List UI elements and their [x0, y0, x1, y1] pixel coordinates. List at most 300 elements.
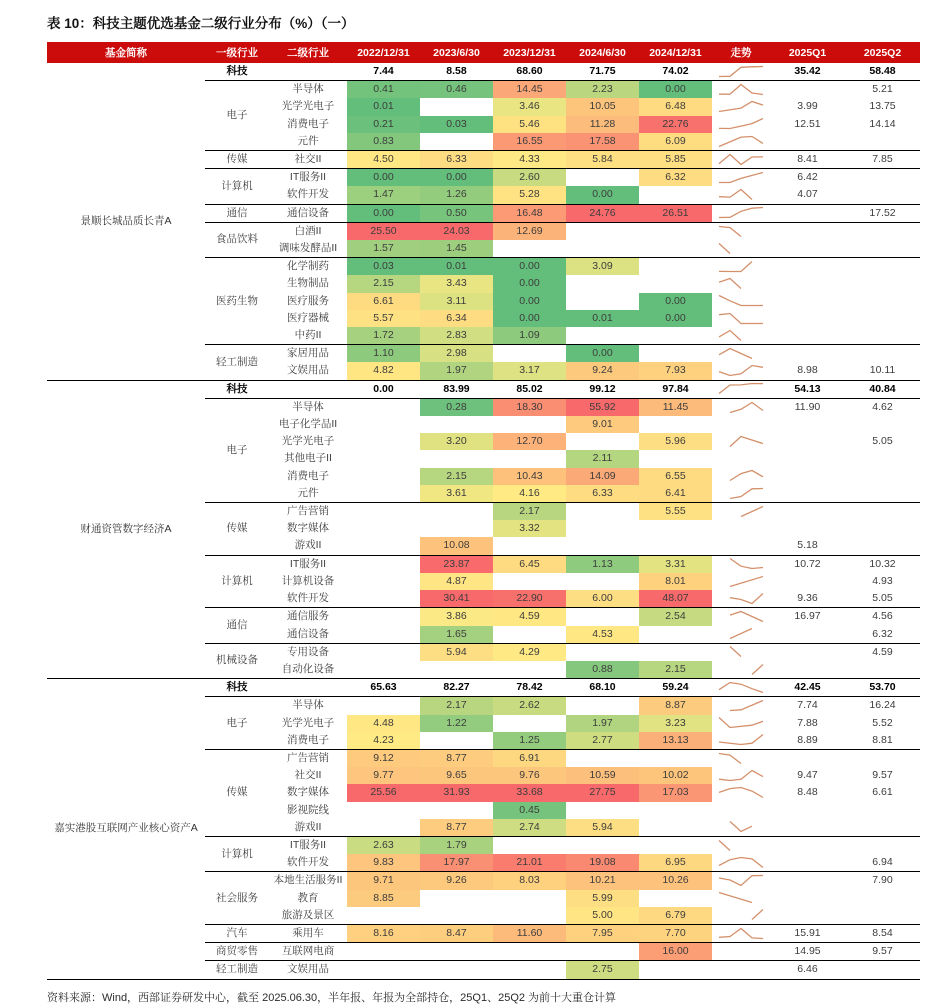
- allocation-value-cell: [420, 961, 493, 979]
- allocation-value-cell: 2.15: [420, 468, 493, 485]
- quarter-value-cell: 16.97: [770, 608, 845, 626]
- sparkline-icon: [716, 662, 766, 677]
- allocation-value-cell: 10.05: [566, 98, 639, 115]
- quarter-value-cell: [845, 327, 920, 345]
- column-header: 2025Q2: [845, 42, 920, 63]
- industry-level2: 软件开发: [287, 592, 329, 605]
- trend-sparkline: [712, 749, 770, 767]
- allocation-value-cell: 12.70: [493, 433, 566, 450]
- quarter-value-cell: 8.54: [845, 924, 920, 942]
- allocation-value-cell: [566, 802, 639, 819]
- allocation-value-cell: 9.71: [347, 872, 420, 890]
- sparkline-icon: [716, 556, 766, 571]
- sparkline-icon: [716, 785, 766, 800]
- quarter-value-cell: [845, 890, 920, 907]
- industry-level2: 影视院线: [287, 803, 329, 816]
- allocation-value-cell: 5.84: [566, 151, 639, 169]
- allocation-value-cell: [347, 555, 420, 573]
- allocation-value-cell: 99.12: [566, 380, 639, 398]
- quarter-value-cell: [770, 258, 845, 276]
- sparkline-icon: [716, 890, 766, 905]
- sparkline-icon: [716, 838, 766, 853]
- trend-sparkline: [712, 327, 770, 345]
- sparkline-icon: [716, 116, 766, 131]
- quarter-value-cell: 42.45: [770, 679, 845, 697]
- industry-level2: 互联网电商: [269, 943, 347, 961]
- allocation-value-cell: 0.01: [420, 258, 493, 276]
- sparkline-icon: [716, 855, 766, 870]
- trend-sparkline: [712, 240, 770, 258]
- allocation-value-cell: [347, 802, 420, 819]
- quarter-value-cell: [845, 240, 920, 258]
- sparkline-icon: [716, 152, 766, 167]
- industry-level2: 光学光电子: [281, 100, 335, 113]
- allocation-value-cell: [639, 520, 712, 537]
- industry-level2: 电子化学品II: [278, 418, 338, 431]
- quarter-value-cell: [845, 275, 920, 292]
- sparkline-icon: [716, 311, 766, 326]
- allocation-value-cell: 4.16: [493, 485, 566, 503]
- industry-level2: 社交II: [294, 769, 322, 782]
- allocation-value-cell: [639, 416, 712, 433]
- industry-level2: 社交II: [269, 151, 347, 169]
- quarter-value-cell: [845, 537, 920, 555]
- allocation-value-cell: [347, 537, 420, 555]
- quarter-value-cell: 4.56: [845, 608, 920, 626]
- sparkline-icon: [716, 293, 766, 308]
- industry-level2: 半导体: [269, 398, 347, 416]
- industry-level2: 乘用车: [269, 924, 347, 942]
- allocation-value-cell: 27.75: [566, 784, 639, 801]
- allocation-value-cell: 0.21: [347, 116, 420, 133]
- allocation-value-cell: [566, 433, 639, 450]
- allocation-value-cell: 1.45: [420, 240, 493, 258]
- industry-level1: 科技: [205, 679, 269, 697]
- quarter-value-cell: 8.41: [770, 151, 845, 169]
- allocation-value-cell: 6.45: [493, 555, 566, 573]
- allocation-value-cell: 3.31: [639, 555, 712, 573]
- allocation-value-cell: [566, 275, 639, 292]
- industry-distribution-table: [47, 42, 920, 980]
- allocation-value-cell: [566, 240, 639, 258]
- allocation-value-cell: 0.45: [493, 802, 566, 819]
- allocation-value-cell: [566, 573, 639, 590]
- allocation-value-cell: 0.00: [639, 81, 712, 99]
- allocation-value-cell: 2.75: [566, 961, 639, 979]
- quarter-value-cell: [770, 872, 845, 890]
- allocation-value-cell: 11.45: [639, 398, 712, 416]
- allocation-value-cell: [639, 258, 712, 276]
- quarter-value-cell: 10.11: [869, 364, 896, 377]
- quarter-value-cell: [845, 520, 920, 537]
- allocation-value-cell: [493, 890, 566, 907]
- allocation-value-cell: 68.10: [566, 679, 639, 697]
- trend-sparkline: [712, 767, 770, 784]
- allocation-value-cell: [420, 503, 493, 521]
- allocation-value-cell: [420, 890, 493, 907]
- allocation-value-cell: 13.13: [639, 732, 712, 750]
- summary-row: [47, 679, 920, 697]
- industry-level2: 文娱用品: [269, 961, 347, 979]
- allocation-value-cell: [566, 697, 639, 715]
- industry-level1: 计算机: [205, 555, 269, 608]
- trend-sparkline: [712, 81, 770, 99]
- trend-sparkline: [712, 450, 770, 467]
- allocation-value-cell: 10.02: [639, 767, 712, 784]
- allocation-value-cell: 0.00: [420, 169, 493, 187]
- industry-level2: 光学光电子: [281, 435, 335, 448]
- quarter-value-cell: [770, 819, 845, 837]
- industry-level2: 消费电子: [287, 733, 329, 746]
- allocation-value-cell: [347, 590, 420, 608]
- industry-level2: 元件: [297, 134, 319, 147]
- allocation-value-cell: 6.95: [639, 854, 712, 872]
- industry-level2: IT服务II: [269, 836, 347, 854]
- sparkline-icon: [716, 170, 766, 185]
- allocation-value-cell: 0.00: [639, 310, 712, 327]
- allocation-value-cell: 0.00: [347, 380, 420, 398]
- column-header: 一级行业: [205, 42, 269, 63]
- quarter-value-cell: [770, 204, 845, 222]
- allocation-value-cell: 1.72: [347, 327, 420, 345]
- quarter-value-cell: 8.48: [797, 786, 818, 799]
- industry-level1: 机械设备: [205, 643, 269, 678]
- industry-level2: 半导体: [269, 697, 347, 715]
- quarter-value-cell: 4.07: [797, 188, 818, 201]
- industry-level2: 数字媒体: [287, 786, 329, 799]
- quarter-value-cell: [770, 503, 845, 521]
- trend-sparkline: [712, 204, 770, 222]
- sparkline-icon: [716, 819, 766, 834]
- sparkline-icon: [716, 400, 766, 415]
- industry-level2: 游戏II: [294, 539, 322, 552]
- allocation-value-cell: [347, 573, 420, 590]
- allocation-value-cell: 3.09: [566, 258, 639, 276]
- allocation-value-cell: [347, 697, 420, 715]
- quarter-value-cell: 14.14: [869, 117, 896, 130]
- allocation-value-cell: 17.03: [639, 784, 712, 801]
- sparkline-icon: [716, 64, 766, 79]
- allocation-value-cell: [639, 345, 712, 363]
- sparkline-icon: [716, 591, 766, 606]
- allocation-value-cell: [639, 802, 712, 819]
- allocation-value-cell: [493, 450, 566, 467]
- quarter-value-cell: [845, 416, 920, 433]
- allocation-value-cell: [347, 819, 420, 837]
- trend-sparkline: [712, 362, 770, 380]
- allocation-value-cell: 1.13: [566, 555, 639, 573]
- trend-sparkline: [712, 433, 770, 450]
- industry-level1: 医药生物: [205, 258, 269, 345]
- allocation-value-cell: 5.55: [639, 503, 712, 521]
- allocation-value-cell: 17.97: [420, 854, 493, 872]
- industry-level1: 传媒: [205, 503, 269, 556]
- allocation-value-cell: [347, 643, 420, 661]
- allocation-value-cell: 25.56: [347, 784, 420, 801]
- sparkline-icon: [716, 205, 766, 220]
- trend-sparkline: [712, 715, 770, 732]
- trend-sparkline: [712, 961, 770, 979]
- industry-level2: 软件开发: [287, 856, 329, 869]
- allocation-value-cell: 25.50: [347, 222, 420, 240]
- industry-level1: 轻工制造: [205, 961, 269, 979]
- quarter-value-cell: [770, 327, 845, 345]
- trend-sparkline: [712, 590, 770, 608]
- sparkline-icon: [716, 328, 766, 343]
- allocation-value-cell: 7.93: [639, 362, 712, 380]
- allocation-value-cell: 6.34: [420, 310, 493, 327]
- quarter-value-cell: [770, 310, 845, 327]
- allocation-value-cell: [639, 643, 712, 661]
- trend-sparkline: [712, 380, 770, 398]
- quarter-value-cell: 10.72: [770, 555, 845, 573]
- allocation-value-cell: 0.01: [566, 310, 639, 327]
- allocation-value-cell: [347, 485, 420, 503]
- allocation-value-cell: 59.24: [639, 679, 712, 697]
- industry-level2: 白酒II: [269, 222, 347, 240]
- allocation-value-cell: 5.94: [566, 819, 639, 837]
- allocation-value-cell: 3.61: [420, 485, 493, 503]
- industry-level2: 游戏II: [294, 820, 322, 833]
- allocation-value-cell: [639, 186, 712, 204]
- allocation-value-cell: 9.83: [347, 854, 420, 872]
- quarter-value-cell: [770, 643, 845, 661]
- allocation-value-cell: 9.26: [420, 872, 493, 890]
- allocation-value-cell: [420, 98, 493, 115]
- allocation-value-cell: 65.63: [347, 679, 420, 697]
- quarter-value-cell: [770, 468, 845, 485]
- allocation-value-cell: [639, 626, 712, 644]
- allocation-value-cell: 7.95: [566, 924, 639, 942]
- sparkline-icon: [716, 680, 766, 695]
- allocation-value-cell: 0.03: [420, 116, 493, 133]
- industry-level2: 教育: [297, 891, 319, 904]
- allocation-value-cell: 5.99: [566, 890, 639, 907]
- allocation-value-cell: 1.79: [420, 836, 493, 854]
- quarter-value-cell: 4.62: [845, 398, 920, 416]
- sparkline-icon: [716, 99, 766, 114]
- allocation-value-cell: 0.00: [566, 186, 639, 204]
- allocation-value-cell: 2.62: [493, 697, 566, 715]
- allocation-value-cell: 1.10: [347, 345, 420, 363]
- allocation-value-cell: 10.43: [493, 468, 566, 485]
- industry-level1: 汽车: [205, 924, 269, 942]
- allocation-value-cell: 16.55: [493, 133, 566, 151]
- allocation-value-cell: [566, 608, 639, 626]
- allocation-value-cell: 31.93: [420, 784, 493, 801]
- allocation-value-cell: [420, 520, 493, 537]
- allocation-value-cell: [493, 836, 566, 854]
- quarter-value-cell: [770, 293, 845, 310]
- quarter-value-cell: [845, 802, 920, 819]
- allocation-value-cell: [420, 732, 493, 750]
- allocation-value-cell: 4.23: [347, 732, 420, 750]
- sparkline-icon: [716, 486, 766, 501]
- quarter-value-cell: [770, 485, 845, 503]
- allocation-value-cell: 1.57: [347, 240, 420, 258]
- allocation-value-cell: 0.01: [347, 98, 420, 115]
- trend-sparkline: [712, 872, 770, 890]
- quarter-value-cell: 5.21: [845, 81, 920, 99]
- quarter-value-cell: 14.95: [770, 943, 845, 961]
- industry-level1: 科技: [226, 65, 248, 77]
- sparkline-icon: [716, 276, 766, 291]
- sparkline-icon: [716, 732, 766, 747]
- allocation-value-cell: 8.01: [639, 573, 712, 590]
- industry-level1: 电子: [205, 81, 269, 151]
- allocation-value-cell: [566, 327, 639, 345]
- sparkline-icon: [716, 768, 766, 783]
- allocation-value-cell: [420, 416, 493, 433]
- trend-sparkline: [712, 555, 770, 573]
- allocation-value-cell: 74.02: [662, 65, 689, 77]
- trend-sparkline: [712, 608, 770, 626]
- quarter-value-cell: 12.51: [794, 117, 821, 130]
- quarter-value-cell: 4.93: [872, 574, 893, 587]
- allocation-value-cell: 48.07: [639, 590, 712, 608]
- allocation-value-cell: 9.12: [347, 749, 420, 767]
- quarter-value-cell: [770, 416, 845, 433]
- allocation-value-cell: [566, 643, 639, 661]
- quarter-value-cell: [770, 520, 845, 537]
- trend-sparkline: [712, 784, 770, 801]
- column-header: 二级行业: [269, 42, 347, 63]
- allocation-value-cell: 1.25: [493, 732, 566, 750]
- industry-level2: 广告营销: [269, 749, 347, 767]
- allocation-value-cell: [493, 416, 566, 433]
- sparkline-icon: [716, 134, 766, 149]
- industry-level2: 通信服务: [269, 608, 347, 626]
- quarter-value-cell: 9.36: [797, 592, 818, 605]
- quarter-value-cell: [845, 819, 920, 837]
- quarter-value-cell: [845, 836, 920, 854]
- sparkline-icon: [716, 259, 766, 274]
- sparkline-icon: [716, 381, 766, 396]
- allocation-value-cell: 78.42: [493, 679, 566, 697]
- allocation-value-cell: [639, 450, 712, 467]
- quarter-value-cell: 35.42: [794, 65, 821, 77]
- allocation-value-cell: [420, 450, 493, 467]
- allocation-value-cell: 8.16: [347, 924, 420, 942]
- quarter-value-cell: [845, 186, 920, 204]
- allocation-value-cell: [566, 943, 639, 961]
- allocation-value-cell: 11.28: [566, 116, 639, 133]
- allocation-value-cell: 14.09: [566, 468, 639, 485]
- industry-level2: 半导体: [269, 81, 347, 99]
- column-header: 2024/12/31: [639, 42, 712, 63]
- industry-level1: 传媒: [205, 749, 269, 836]
- quarter-value-cell: [770, 345, 845, 363]
- quarter-value-cell: [770, 240, 845, 258]
- trend-sparkline: [712, 890, 770, 907]
- source-note: 资料来源：Wind，西部证券研发中心，截至 2025.06.30，半年报、年报为全部持仓，25Q1、25Q2 为前十大重仓计算: [47, 991, 617, 1004]
- sparkline-icon: [716, 609, 766, 624]
- allocation-value-cell: 6.61: [347, 293, 420, 310]
- allocation-value-cell: 97.84: [639, 380, 712, 398]
- industry-level2: IT服务II: [269, 169, 347, 187]
- allocation-value-cell: 82.27: [420, 679, 493, 697]
- allocation-value-cell: 9.76: [493, 767, 566, 784]
- sparkline-icon: [716, 434, 766, 449]
- allocation-value-cell: 1.65: [420, 626, 493, 644]
- trend-sparkline: [712, 98, 770, 115]
- industry-level2: [269, 380, 347, 398]
- allocation-value-cell: [347, 608, 420, 626]
- allocation-value-cell: [566, 836, 639, 854]
- sparkline-icon: [716, 504, 766, 519]
- quarter-value-cell: [770, 626, 845, 644]
- allocation-value-cell: 21.01: [493, 854, 566, 872]
- column-header: 2023/6/30: [420, 42, 493, 63]
- trend-sparkline: [712, 907, 770, 925]
- trend-sparkline: [712, 63, 770, 81]
- allocation-value-cell: 1.22: [420, 715, 493, 732]
- quarter-value-cell: 6.61: [872, 786, 893, 799]
- allocation-value-cell: 0.88: [566, 661, 639, 679]
- column-header: 基金简称: [47, 42, 205, 63]
- quarter-value-cell: 5.05: [872, 592, 893, 605]
- quarter-value-cell: [845, 907, 920, 925]
- quarter-value-cell: [845, 961, 920, 979]
- allocation-value-cell: 1.97: [420, 362, 493, 380]
- allocation-value-cell: 5.57: [347, 310, 420, 327]
- allocation-value-cell: 0.03: [347, 258, 420, 276]
- allocation-value-cell: 2.11: [566, 450, 639, 467]
- allocation-value-cell: 2.77: [566, 732, 639, 750]
- quarter-value-cell: [770, 890, 845, 907]
- industry-level1: 科技: [205, 380, 269, 398]
- trend-sparkline: [712, 275, 770, 292]
- quarter-value-cell: [770, 573, 845, 590]
- allocation-value-cell: 6.33: [420, 151, 493, 169]
- allocation-value-cell: 6.00: [566, 590, 639, 608]
- quarter-value-cell: [770, 836, 845, 854]
- quarter-value-cell: [770, 433, 845, 450]
- sparkline-icon: [716, 363, 766, 378]
- allocation-value-cell: 11.60: [493, 924, 566, 942]
- industry-level1: 社会服务: [205, 872, 269, 925]
- allocation-value-cell: 8.85: [347, 890, 420, 907]
- allocation-value-cell: [566, 749, 639, 767]
- allocation-value-cell: 3.17: [493, 362, 566, 380]
- column-header: 2022/12/31: [347, 42, 420, 63]
- allocation-value-cell: 9.77: [347, 767, 420, 784]
- allocation-value-cell: [639, 749, 712, 767]
- sparkline-icon: [716, 468, 766, 483]
- column-header: 2024/6/30: [566, 42, 639, 63]
- industry-level2: [269, 63, 347, 81]
- allocation-value-cell: [420, 943, 493, 961]
- allocation-value-cell: 0.00: [347, 204, 420, 222]
- allocation-value-cell: 16.48: [493, 204, 566, 222]
- allocation-value-cell: 5.94: [420, 643, 493, 661]
- quarter-value-cell: 54.13: [770, 380, 845, 398]
- trend-sparkline: [712, 520, 770, 537]
- allocation-value-cell: 0.00: [639, 293, 712, 310]
- allocation-value-cell: [347, 626, 420, 644]
- allocation-value-cell: 10.21: [566, 872, 639, 890]
- allocation-value-cell: 2.98: [420, 345, 493, 363]
- allocation-value-cell: [493, 626, 566, 644]
- quarter-value-cell: 15.91: [770, 924, 845, 942]
- industry-level2: 生物制品: [287, 277, 329, 290]
- allocation-value-cell: 0.41: [347, 81, 420, 99]
- fund-name: 嘉实港股互联网产业核心资产A: [47, 679, 205, 979]
- allocation-value-cell: 3.32: [493, 520, 566, 537]
- quarter-value-cell: 7.74: [770, 697, 845, 715]
- trend-sparkline: [712, 169, 770, 187]
- allocation-value-cell: [347, 450, 420, 467]
